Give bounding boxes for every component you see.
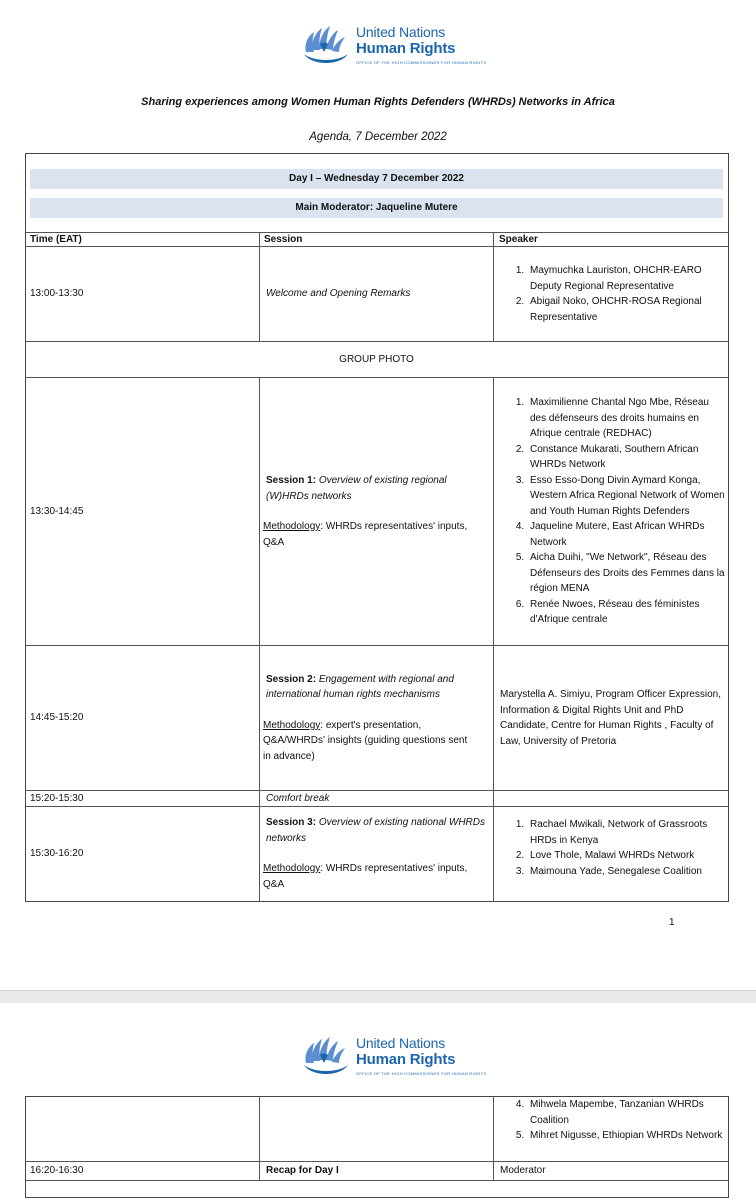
speaker-item: 1. Maximilienne Chantal Ngo Mbe, Réseau des défenseurs des droits humains en Afrique centrale (REDHAC) (527, 395, 725, 442)
session1-methodology (263, 519, 490, 550)
row-recap-session: Recap for Day I (266, 1165, 339, 1177)
speaker-item: 2. Abigail Noko, OHCHR-ROSA Regional Representative (527, 294, 725, 325)
row-session1-speakers (497, 378, 725, 645)
logo-line-united-nations: United Nations (356, 1035, 446, 1051)
speaker-item (527, 1128, 725, 1144)
column-header-speaker: Speaker (499, 233, 538, 245)
speaker-name: Mihwela Mapembe (530, 1099, 614, 1110)
methodology-text: : WHRDs representatives' inputs, Q&A (263, 863, 468, 890)
row-session1-time: 13:30-14:45 (30, 505, 84, 517)
row-welcome-session: Welcome and Opening Remarks (266, 288, 411, 300)
methodology-text: : WHRDs representatives' inputs, Q&A (263, 521, 468, 548)
session2-title (263, 672, 490, 703)
document-title: Sharing experiences among Women Human Rights Defenders (WHRDs) Networks in Africa (141, 96, 615, 108)
row-recap-time: 16:20-16:30 (30, 1165, 84, 1177)
speaker-item: 2. Love Thole, Malawi WHRDs Network (527, 848, 725, 864)
logo-line-ohchr: OFFICE OF THE HIGH COMMISSIONER FOR HUMAN RIGHTS (356, 60, 487, 65)
logo-line-united-nations: United Nations (356, 24, 446, 40)
row-welcome-time: 13:00-13:30 (30, 288, 84, 300)
column-header-time: Time (EAT) (30, 233, 82, 245)
row-session2-details (263, 646, 490, 790)
speaker-item: 6. Renée Nwoes, Réseau des féministes d'Afrique centrale (527, 597, 725, 628)
methodology-label: Methodology (263, 863, 321, 874)
speaker-item: 4. Jaqueline Mutere, East African WHRDs Network (527, 519, 725, 550)
row-session3-speakers (497, 817, 725, 897)
speaker-name: Mihret Nigusse (530, 1130, 597, 1141)
row-recap-speaker: Moderator (500, 1165, 546, 1177)
row-session3-time: 15:30-16:20 (30, 847, 84, 859)
session2-methodology (263, 718, 490, 765)
speaker-item: 2. Constance Mukarati, Southern African WHRDs Network (527, 442, 725, 473)
speaker-org: , Tanzanian WHRDs Coalition (530, 1099, 704, 1126)
row-session2-speaker: Marystella A. Simiyu, Program Officer Expression, Information & Digital Rights Unit and PhD Candidate, Centre for Human Rights , Faculty of Law, University of Pretoria (500, 689, 721, 747)
logo-line-human-rights: Human Rights (356, 1051, 456, 1068)
continued-speakers (497, 1097, 725, 1161)
document-page-2 (0, 1003, 756, 1200)
un-human-rights-logo (300, 1033, 486, 1079)
un-human-rights-emblem-icon (300, 1033, 352, 1079)
row-break-session: Comfort break (266, 792, 330, 804)
document-subtitle: Agenda, 7 December 2022 (309, 131, 447, 143)
session1-title (263, 473, 490, 504)
session3-name: Overview of existing national WHRDs networks (266, 817, 485, 844)
main-moderator: Main Moderator: Jaqueline Mutere (30, 198, 723, 218)
session3-label: Session 3: (266, 817, 317, 828)
session2-name: Engagement with regional and international human rights mechanisms (266, 673, 454, 701)
methodology-label: Methodology (263, 719, 321, 731)
speaker-item: 1. Rachael Mwikali, Network of Grassroots HRDs in Kenya (527, 817, 725, 848)
row-session1-details (263, 378, 490, 645)
column-header-session: Session (264, 233, 303, 245)
speaker-item: 3. Esso Esso-Dong Divin Aymard Konga, Western Africa Regional Network of Women and Youth Human Rights Defenders (527, 473, 725, 520)
speaker-org: , Ethiopian WHRDs Network (596, 1130, 723, 1141)
un-human-rights-logo (300, 22, 486, 68)
page-number: 1 (669, 917, 675, 928)
logo-line-human-rights: Human Rights (356, 40, 456, 57)
methodology-label: Methodology (263, 521, 321, 532)
session3-title (263, 815, 490, 846)
speaker-item: 3. Maimouna Yade, Senegalese Coalition (527, 864, 725, 880)
group-photo-row: GROUP PHOTO (339, 353, 414, 365)
logo-line-ohchr: OFFICE OF THE HIGH COMMISSIONER FOR HUMAN RIGHTS (356, 1071, 487, 1076)
speaker-item (527, 1097, 725, 1128)
row-session3-details (263, 807, 490, 900)
session2-label: Session 2: (266, 673, 317, 685)
session1-label: Session 1: (266, 475, 317, 486)
session1-name: Overview of existing regional (W)HRDs networks (266, 475, 447, 502)
session3-methodology (263, 861, 490, 892)
un-human-rights-emblem-icon (300, 22, 352, 68)
row-welcome-speakers (497, 247, 725, 341)
row-break-time: 15:20-15:30 (30, 792, 84, 804)
row-session2-time: 14:45-15:20 (30, 712, 84, 724)
speaker-item: 1. Maymuchka Lauriston, OHCHR-EARO Deputy Regional Representative (527, 263, 725, 294)
page-separator (0, 990, 756, 1004)
methodology-text: : expert's presentation, Q&A/WHRDs' insights (guiding questions sent in advance) (263, 719, 468, 762)
speaker-item: 5. Aicha Duihi, "We Network", Réseau des Défenseurs des Droits des Femmes dans la région MENA (527, 550, 725, 597)
day-heading: Day I – Wednesday 7 December 2022 (30, 169, 723, 189)
